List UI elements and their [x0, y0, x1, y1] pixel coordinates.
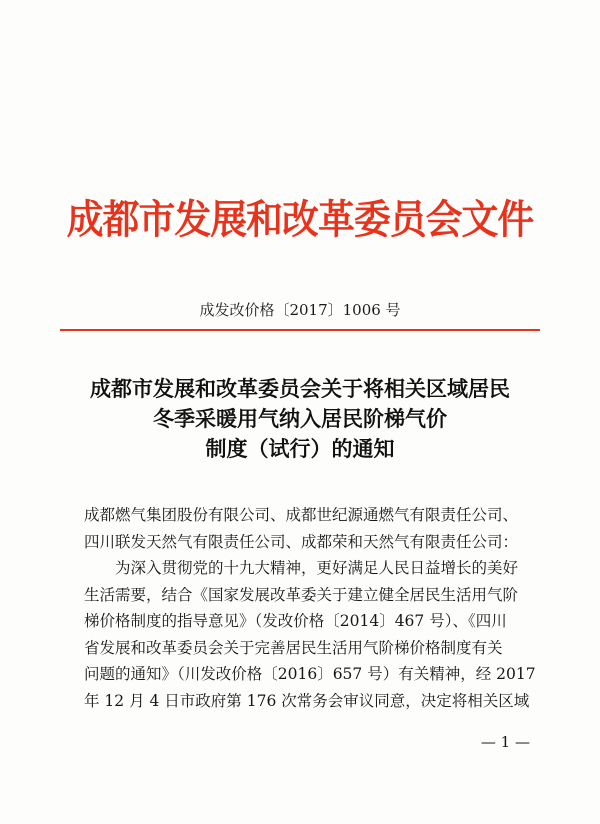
recipients-line-2: 四川联发天然气有限责任公司、成都荣和天然气有限责任公司： [84, 532, 519, 551]
notice-title-line-2: 冬季采暖用气纳入居民阶梯气价 [153, 406, 447, 431]
body-line-6: 年 12 月 4 日市政府第 176 次常务会审议同意，决定将相关区域 [84, 691, 530, 710]
body-line-3: 梯价格制度的指导意见》（发改价格〔2014〕467 号）、《四川 [84, 612, 507, 630]
document-number: 成发改价格〔2017〕1006 号 [199, 301, 401, 319]
body-line-4: 省发展和改革委员会关于完善居民生活用气阶梯价格制度有关 [84, 638, 503, 657]
page-number: — 1 — [480, 733, 530, 751]
notice-title [0, 374, 600, 464]
header-red-rule [60, 329, 540, 331]
body-line-5: 问题的通知》（川发改价格〔2016〕657 号）有关精神，经 2017 [84, 665, 536, 683]
notice-title-line-3: 制度（试行）的通知 [205, 436, 395, 461]
notice-title-line-1: 成都市发展和改革委员会关于将相关区域居民 [90, 376, 510, 401]
document-body [84, 502, 544, 714]
body-line-2: 生活需要，结合《国家发展改革委关于建立健全居民生活用气阶 [84, 585, 519, 604]
recipients-line-1: 成都燃气集团股份有限公司、成都世纪源通燃气有限责任公司、 [84, 506, 519, 524]
body-line-1: 为深入贯彻党的十九大精神，更好满足人民日益增长的美好 [115, 559, 519, 577]
document-header-title: 成都市发展和改革委员会文件 [66, 196, 534, 243]
